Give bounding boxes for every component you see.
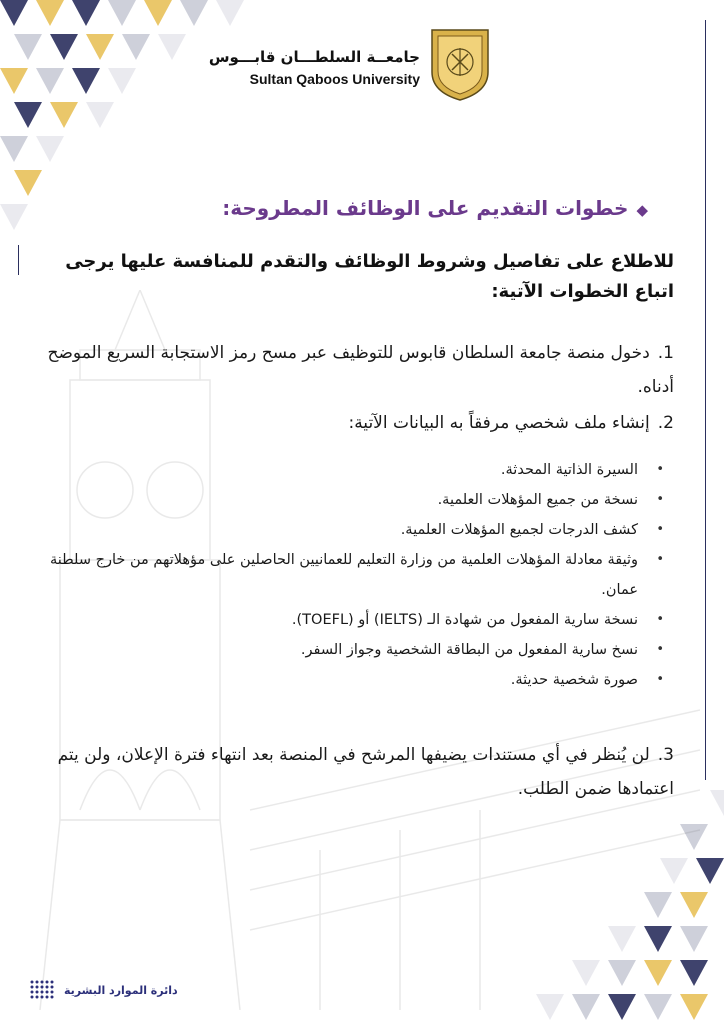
university-logo (208, 26, 492, 106)
section-title (88, 196, 648, 220)
left-rule-mark (18, 245, 19, 275)
list-item: • كشف الدرجات لجميع المؤهلات العلمية. (49, 515, 664, 545)
university-name-arabic: جامعــة السلطـــان قابـــوس (208, 48, 420, 66)
step-3 (44, 738, 674, 806)
list-item: • السيرة الذاتية المحدثة. (49, 455, 664, 485)
step-number: 1. (657, 343, 674, 363)
list-item: • نسخة من جميع المؤهلات العلمية. (49, 485, 664, 515)
list-item: • صورة شخصية حديثة. (49, 665, 664, 695)
right-vertical-rule (705, 20, 706, 780)
step-text: دخول منصة جامعة السلطان قابوس للتوظيف عبر مسح رمز الاستجابة السريع الموضح أدناه. (47, 343, 674, 397)
footer (30, 980, 178, 1000)
list-item: • نسخ سارية المفعول من البطاقة الشخصية وجواز السفر. (49, 635, 664, 665)
step-text: لن يُنظر في أي مستندات يضيفها المرشح في المنصة بعد انتهاء فترة الإعلان، ولن يتم اعتمادها ضمن الطلب. (57, 745, 674, 799)
required-documents-list (49, 455, 664, 695)
dot-grid-icon (30, 980, 54, 1000)
diamond-bullet-icon: ◆ (636, 201, 648, 219)
department-name: دائرة الموارد البشرية (64, 983, 178, 997)
step-1 (44, 336, 674, 404)
step-text: إنشاء ملف شخصي مرفقاً به البيانات الآتية: (348, 413, 650, 433)
university-crest-icon (428, 26, 492, 102)
step-number: 2. (657, 413, 674, 433)
university-name-english: Sultan Qaboos University (249, 71, 420, 87)
list-item: • نسخة سارية المفعول من شهادة الـ (IELTS) أو (TOEFL). (49, 605, 664, 635)
list-item: • وثيقة معادلة المؤهلات العلمية من وزارة التعليم للعمانيين الحاصلين على مؤهلاتهم من خارج سلطنة عمان. (49, 545, 664, 605)
intro-paragraph: للاطلاع على تفاصيل وشروط الوظائف والتقدم للمنافسة عليها يرجى اتباع الخطوات الآتية: (65, 251, 674, 302)
step-2 (44, 406, 674, 440)
section-title-text: خطوات التقديم على الوظائف المطروحة: (222, 196, 629, 220)
step-number: 3. (657, 745, 674, 765)
